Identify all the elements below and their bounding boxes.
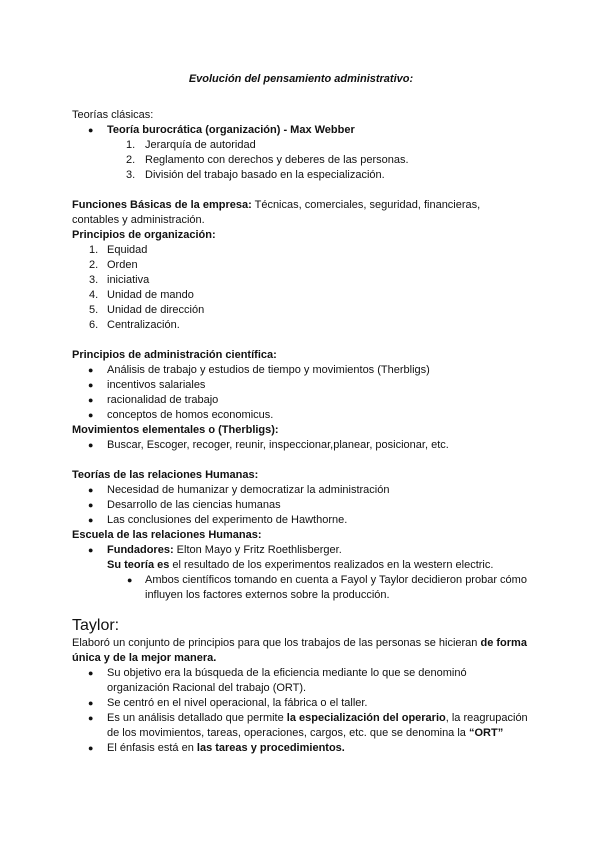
principios-org-heading: Principios de organización: [72, 229, 216, 241]
list-item: 5. Unidad de dirección [89, 304, 205, 316]
list-item: ● Fundadores: Elton Mayo y Fritz Roethlisberger. [88, 544, 342, 556]
teoria-rh-heading: Teorías de las relaciones Humanas: [72, 469, 259, 481]
list-item: 1. Jerarquía de autoridad [126, 139, 256, 151]
bullet-icon: ● [88, 713, 94, 723]
bullet-icon: ● [88, 380, 94, 390]
bullet-icon: ● [88, 485, 94, 495]
bullet-icon: ● [88, 515, 94, 525]
list-item: 2. Reglamento con derechos y deberes de las personas. [126, 154, 409, 166]
taylor-intro: Elaboró un conjunto de principios para que los trabajos de las personas se hicieran de forma única y de la mejor manera. [72, 637, 527, 664]
movimientos-heading: Movimientos elementales o (Therbligs): [72, 424, 279, 436]
escuela-heading: Escuela de las relaciones Humanas: [72, 529, 262, 541]
bullet-icon: ● [88, 395, 94, 405]
funciones-paragraph: Funciones Básicas de la empresa: Técnicas, comerciales, seguridad, financieras, contables y administración. [72, 199, 481, 226]
list-item: ● Se centró en el nivel operacional, la fábrica o el taller. [88, 697, 368, 709]
bullet-icon: ● [88, 440, 94, 450]
list-item: 1. Equidad [89, 244, 148, 256]
list-item: ● Es un análisis detallado que permite la especialización del operario, la reagrupación de los movimientos, tareas, operaciones, cargos, etc. que se denomina la “ORT” [88, 712, 528, 739]
principios-admin-heading: Principios de administración científica: [72, 349, 277, 361]
taylor-heading: Taylor: [72, 617, 120, 634]
bullet-icon: ● [88, 545, 94, 555]
list-item: 3. iniciativa [89, 274, 150, 286]
list-item: ● El énfasis está en las tareas y procedimientos. [88, 742, 345, 754]
list-item: ● conceptos de homos economicus. [88, 409, 274, 421]
document-page [72, 72, 530, 756]
list-item: ● Análisis de trabajo y estudios de tiempo y movimientos (Therbligs) [88, 364, 430, 376]
list-item: ● Teoría burocrática (organización) - Max Webber [88, 124, 355, 136]
list-item: 3. División del trabajo basado en la especialización. [126, 169, 385, 181]
list-item: 6. Centralización. [89, 319, 180, 331]
bullet-icon: ● [127, 575, 133, 585]
list-item: ● Su objetivo era la búsqueda de la eficiencia mediante lo que se denominó organización Racional del trabajo (ORT). [88, 667, 467, 694]
bullet-icon: ● [88, 500, 94, 510]
bullet-icon: ● [88, 743, 94, 753]
list-item: ● Desarrollo de las ciencias humanas [88, 499, 281, 511]
list-item: ● Buscar, Escoger, recoger, reunir, inspeccionar,planear, posicionar, etc. [88, 439, 449, 451]
bullet-icon: ● [88, 365, 94, 375]
bullet-icon: ● [88, 410, 94, 420]
teorias-heading: Teorías clásicas: [72, 109, 154, 121]
list-item: ● Las conclusiones del experimento de Hawthorne. [88, 514, 348, 526]
escuela-theory-line: Su teoría es el resultado de los experimentos realizados en la western electric. [107, 559, 494, 571]
list-item: ● Necesidad de humanizar y democratizar la administración [88, 484, 390, 496]
bullet-icon: ● [88, 668, 94, 678]
list-item: ● racionalidad de trabajo [88, 394, 219, 406]
document-title: Evolución del pensamiento administrativo: [188, 73, 414, 85]
list-item: ● incentivos salariales [88, 379, 206, 391]
bullet-icon: ● [88, 698, 94, 708]
list-item: 2. Orden [89, 259, 138, 271]
list-item: 4. Unidad de mando [89, 289, 194, 301]
list-item: ● Ambos científicos tomando en cuenta a Fayol y Taylor decidieron probar cómo influyen los factores externos sobre la producción. [127, 574, 527, 601]
bullet-icon: ● [88, 125, 94, 135]
